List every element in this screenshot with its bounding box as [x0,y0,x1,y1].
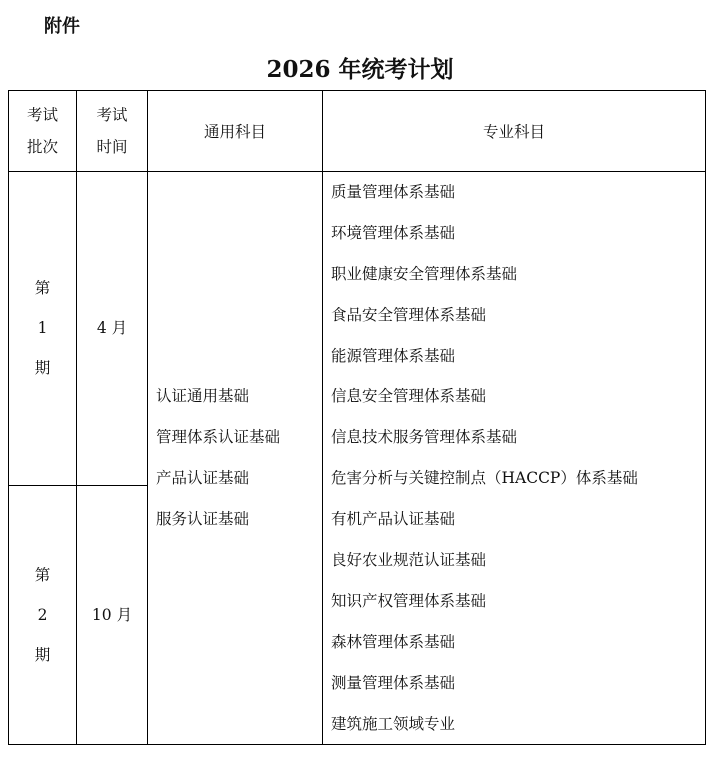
batch-cell-period-2 [9,485,77,745]
special-subject-item: 知识产权管理体系基础 [331,591,487,610]
batch-char: 1 [37,319,48,338]
table-row [9,172,706,486]
exam-time: 10 月 [91,606,133,625]
header-general-subjects: 通用科目 [148,91,323,172]
header-time-line: 时间 [96,138,128,156]
time-cell-period-1 [77,172,148,486]
special-subject-item: 职业健康安全管理体系基础 [331,264,518,283]
batch-char: 期 [34,646,51,665]
general-subjects-cell [148,172,323,745]
special-subject-item: 危害分析与关键控制点（HACCP）体系基础 [331,469,638,488]
header-batch [9,91,77,172]
batch-char: 期 [34,359,51,378]
batch-cell-period-1 [9,172,77,486]
special-subject-item: 信息安全管理体系基础 [331,387,487,406]
general-subject-item: 管理体系认证基础 [156,428,281,447]
special-subject-item: 环境管理体系基础 [331,223,456,242]
special-subject-item: 能源管理体系基础 [331,346,456,365]
special-subject-item: 良好农业规范认证基础 [331,551,487,570]
batch-char: 第 [34,279,51,298]
header-special-subjects: 专业科目 [323,91,706,172]
header-batch-line: 考试 [26,106,58,124]
header-batch-line: 批次 [26,138,58,156]
special-subject-item: 测量管理体系基础 [331,673,456,692]
time-cell-period-2 [77,485,148,745]
batch-char: 2 [37,606,48,625]
header-time [77,91,148,172]
general-subject-item: 认证通用基础 [156,387,250,406]
page-title: 2026 年统考计划 [266,56,454,83]
general-subject-item: 产品认证基础 [156,469,250,488]
special-subjects-cell [323,172,706,745]
attachment-label: 附件 [44,16,80,37]
exam-plan-table [8,90,706,745]
exam-time: 4 月 [96,319,128,338]
header-time-line: 考试 [96,106,128,124]
special-subject-item: 有机产品认证基础 [331,510,456,529]
special-subject-item: 信息技术服务管理体系基础 [331,428,518,447]
special-subject-item: 建筑施工领域专业 [331,714,456,733]
special-subject-item: 质量管理体系基础 [331,183,456,201]
special-subject-item: 森林管理体系基础 [331,632,456,651]
general-subject-item: 服务认证基础 [156,510,250,529]
special-subject-item: 食品安全管理体系基础 [331,305,487,324]
batch-char: 第 [34,566,51,585]
table-header-row [9,91,706,172]
